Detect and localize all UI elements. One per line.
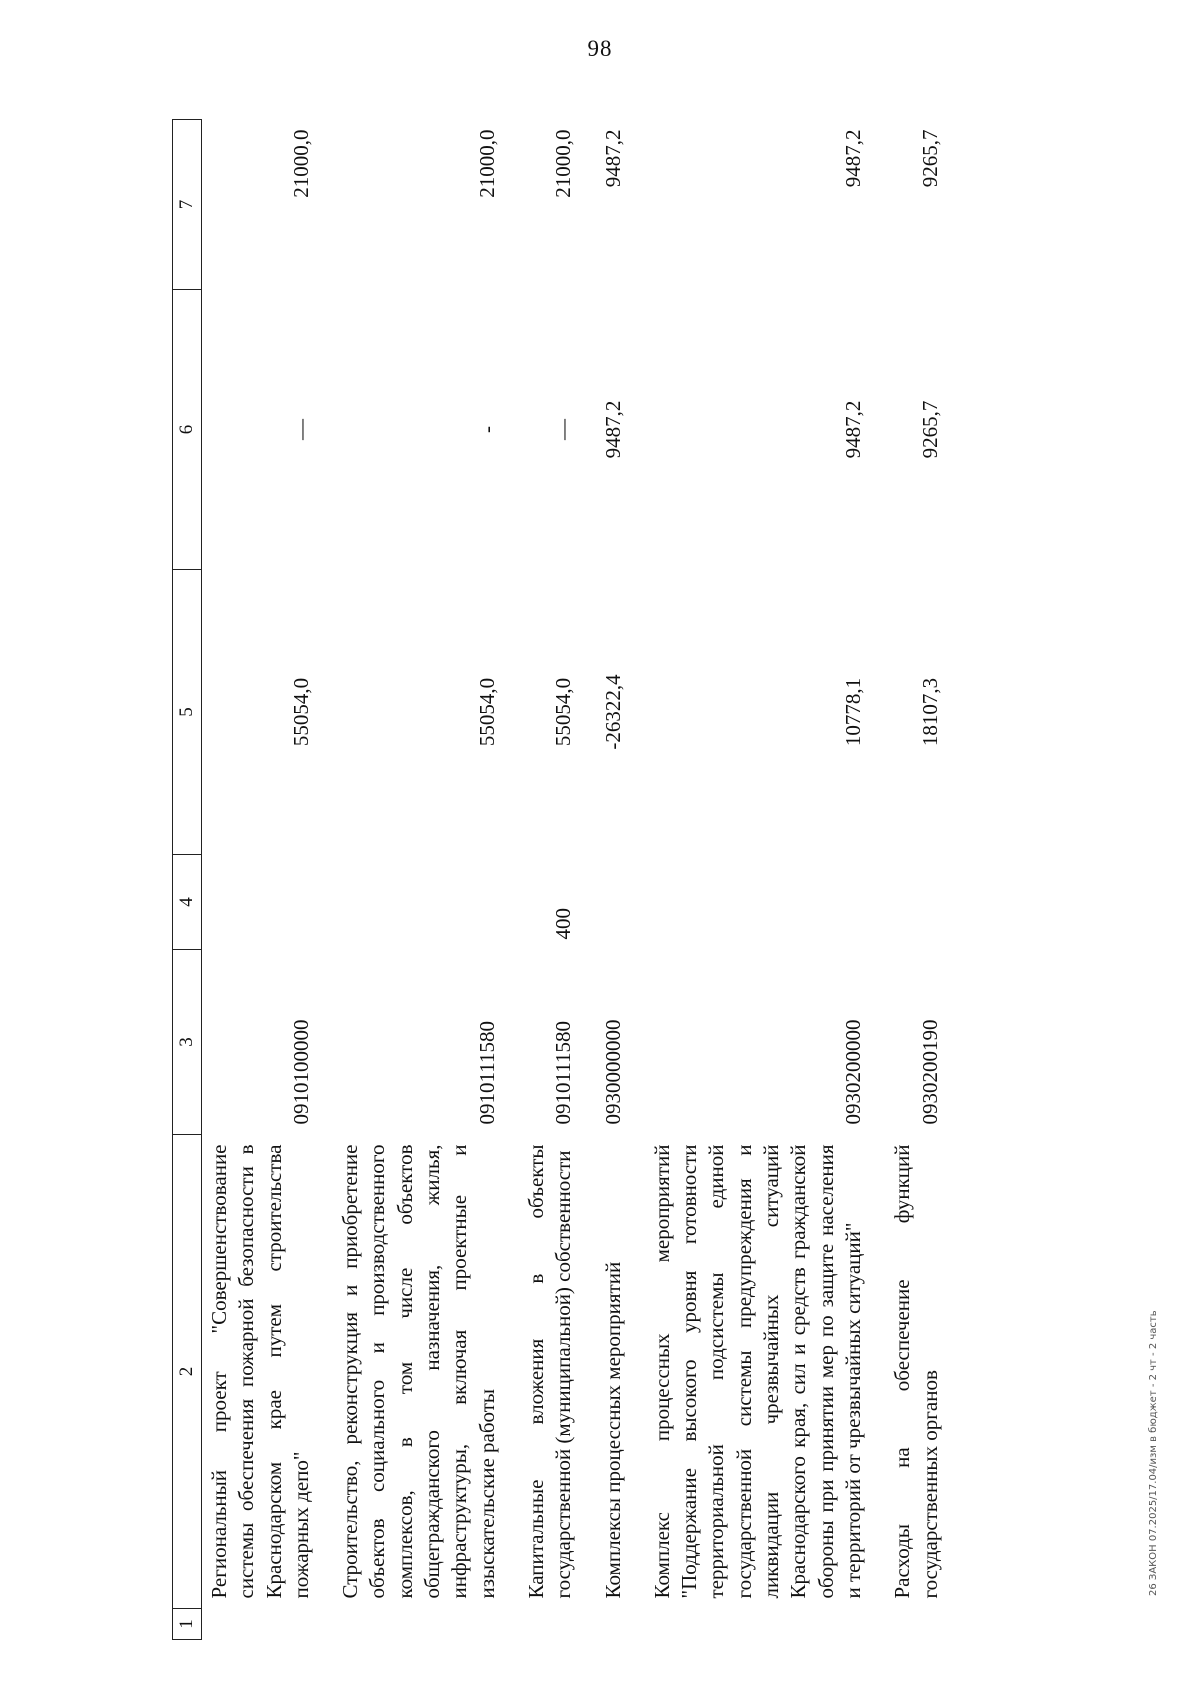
row-value-7: 21000,0 [551,129,576,198]
row-value-7: 21000,0 [474,129,499,198]
row-value-5: 55054,0 [288,677,313,747]
row-value-5: 55054,0 [474,677,499,747]
row-name: Комплекс процессных мероприятий "Поддержание высокого уровня готовности территориальной подсистемы единой государственной системы предупреждения и ликвидации чрезвычайных ситуаций Краснодарского края, сил и средств гражданской обороны при принятии мер по защите населения и территорий от чрезвычайных ситуаций" [649,1144,865,1599]
row-name: Капитальные вложения в объекты государственной (муниципальной) собственности [523,1144,576,1599]
column-header: 1 [173,1609,202,1640]
row-name: Расходы на обеспечение функций государственных органов [890,1144,942,1599]
row-value-6: - [474,426,499,433]
row-type: 400 [551,908,576,940]
row-value-6: 9487,2 [600,400,625,459]
row-value-5: -26322,4 [600,674,625,750]
table-row [879,120,956,1640]
row-type [639,855,879,950]
row-code: 0910100000 [288,1019,313,1125]
column-header: 3 [173,950,202,1135]
budget-table [172,119,956,1640]
row-value-5: 10778,1 [840,677,865,747]
row-name: Региональный проект "Совершенствование системы обеспечения пожарной безопасности в Краснодарском крае путем строительства пожарных депо" [207,1144,313,1599]
column-header: 6 [173,290,202,570]
column-header: 5 [173,570,202,855]
table-row [513,120,590,1640]
row-value-7: 9487,2 [600,129,625,188]
row-type [327,855,513,950]
page-number: 98 [587,36,613,61]
row-code: 0930200000 [840,1019,865,1125]
row-value-7: 21000,0 [288,129,313,198]
row-value-6: 9265,7 [917,400,942,459]
row-type [879,855,956,950]
row-name: Комплексы процессных мероприятий [600,1261,625,1599]
row-value-7: 9487,2 [840,129,865,188]
rotated-table-wrapper [172,120,1012,1640]
column-header: 4 [173,855,202,950]
row-value-6: 9487,2 [840,400,865,459]
row-value-6: — [551,419,576,440]
table-row [327,120,513,1640]
row-code: 0930200190 [917,1019,942,1125]
table-header-row [173,120,202,1640]
row-code: 0910111580 [474,1021,499,1125]
row-value-5: 18107,3 [917,677,942,747]
row-code: 0910111580 [551,1021,576,1125]
row-type [590,855,639,950]
table-row [202,120,328,1640]
table-row [590,120,639,1640]
table-row [639,120,879,1640]
column-header: 7 [173,120,202,290]
column-header: 2 [173,1135,202,1609]
row-value-6: — [288,419,313,440]
document-footer: 26 ЗАКОН 07.2025/17.04/изм в бюджет - 2 чт - 2 часть [1148,1310,1159,1596]
row-type [202,855,328,950]
row-value-7: 9265,7 [917,129,942,188]
row-name: Строительство, реконструкция и приобретение объектов социального и производственного комплексов, в том числе объектов общегражданского назначения, жилья, инфраструктуры, включая проектные и изыскательские работы [338,1144,499,1599]
row-code: 0930000000 [600,1019,625,1125]
row-value-5: 55054,0 [551,677,576,747]
